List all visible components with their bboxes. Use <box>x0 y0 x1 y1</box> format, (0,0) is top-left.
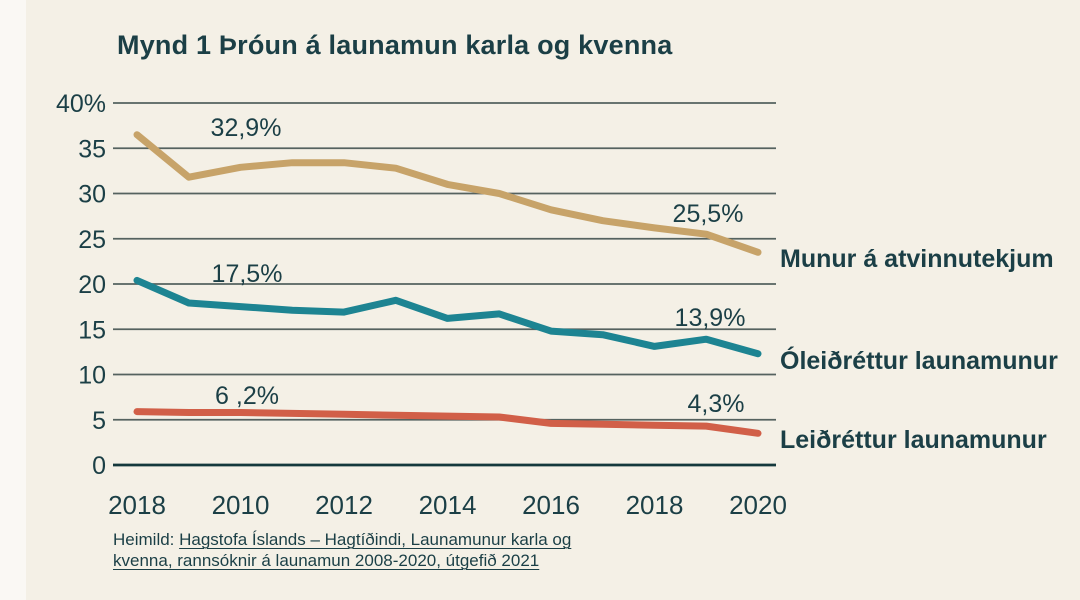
source-link-line2: kvenna, rannsóknir á launamun 2008-2020, útgefið 2021 <box>113 551 540 570</box>
x-axis-label: 2018 <box>108 490 166 520</box>
source-link-line1: Hagstofa Íslands – Hagtíðindi, Launamunur karla og <box>179 530 572 549</box>
x-axis-label: 2012 <box>315 490 373 520</box>
x-axis-label: 2014 <box>418 490 477 520</box>
x-axis-label: 2016 <box>522 490 580 520</box>
legend-label-2: Leiðréttur launamunur <box>780 426 1047 454</box>
source-link[interactable] <box>113 530 571 570</box>
legend-label-0: Munur á atvinnutekjum <box>780 245 1054 273</box>
y-axis-label: 40% <box>55 90 106 118</box>
chart-title: Mynd 1 Þróun á launamun karla og kvenna <box>117 30 673 60</box>
y-axis-label: 0 <box>92 452 106 480</box>
series-line-2 <box>137 412 758 434</box>
data-label: 4,3% <box>687 390 745 418</box>
source-note <box>113 529 653 571</box>
source-label: Heimild: <box>113 530 180 549</box>
data-label: 17,5% <box>211 260 283 288</box>
series-line-1 <box>137 280 758 353</box>
y-axis-label: 5 <box>92 406 106 435</box>
x-axis-label: 2020 <box>729 490 787 520</box>
y-axis-label: 35 <box>78 135 106 164</box>
y-axis-label: 30 <box>78 180 106 209</box>
legend-label-1: Óleiðréttur launamunur <box>780 347 1058 375</box>
x-axis-labels <box>108 490 787 520</box>
x-axis-label: 2018 <box>625 490 684 520</box>
data-label: 25,5% <box>672 200 744 228</box>
y-axis-label: 10 <box>78 361 106 390</box>
x-axis-label: 2010 <box>211 490 270 520</box>
y-axis-label: 25 <box>78 225 106 254</box>
data-label: 32,9% <box>210 114 282 142</box>
legend <box>780 245 1058 454</box>
y-axis-label: 15 <box>78 316 106 345</box>
data-label: 13,9% <box>674 304 746 332</box>
y-axis-label: 20 <box>78 271 106 299</box>
y-axis-labels <box>56 90 106 480</box>
data-label: 6 ,2% <box>215 382 279 410</box>
